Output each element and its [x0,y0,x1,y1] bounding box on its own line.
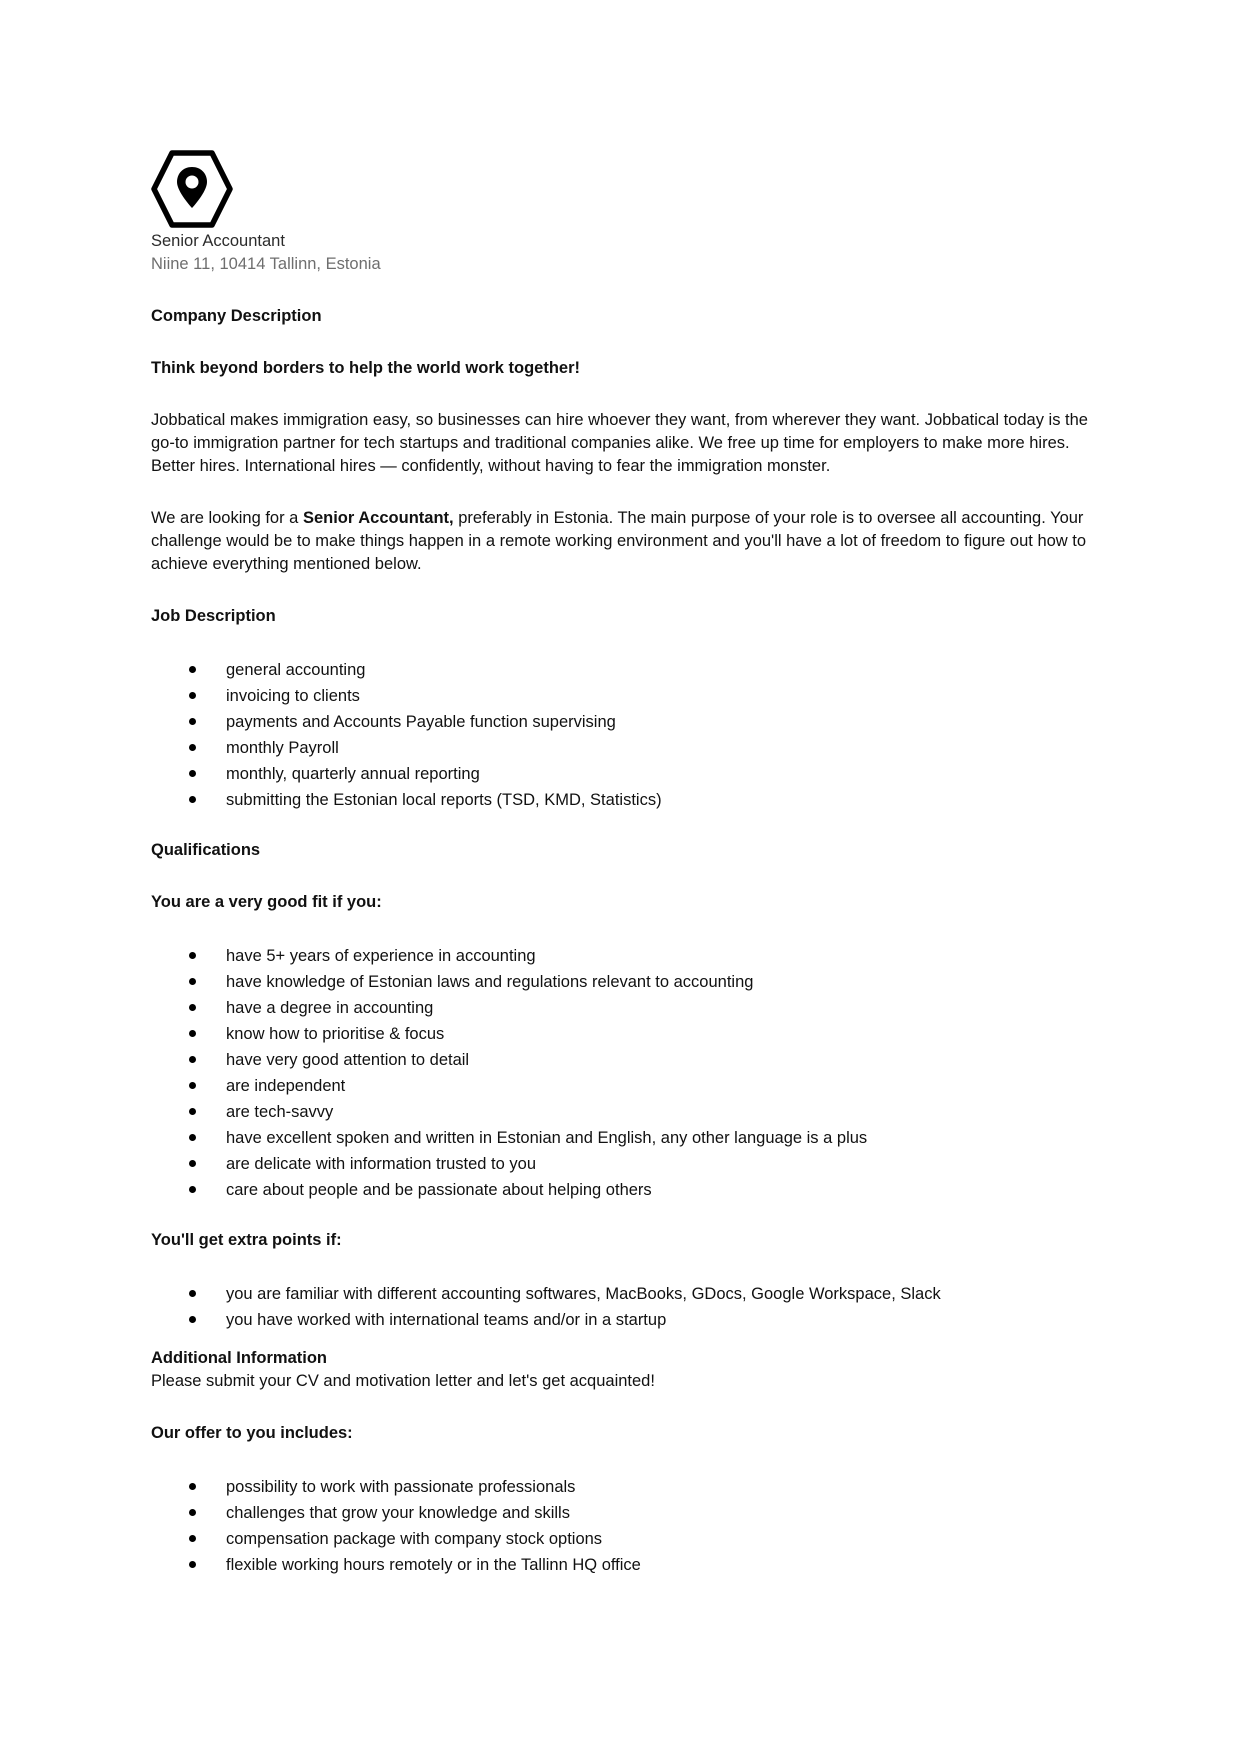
list-item-text: have 5+ years of experience in accounting [226,947,536,965]
list-item-text: invoicing to clients [226,687,360,705]
list-item-text: have very good attention to detail [226,1051,470,1069]
bullet-icon [189,1186,196,1193]
list-item [151,1177,1096,1203]
list-item-text: challenges that grow your knowledge and skills [226,1504,570,1522]
list-item [151,761,1096,787]
list-item [151,709,1096,735]
list-item-text: you are familiar with different accounting softwares, MacBooks, GDocs, Google Workspace, Slack [226,1285,941,1303]
list-item [151,1552,1096,1578]
bullet-icon [189,1483,196,1490]
company-paragraph: Jobbatical makes immigration easy, so businesses can hire whoever they want, from wherever they want. Jobbatical today is the go-to immigration partner for tech startups and traditional companies alike. We free up time for employers to make more hires. Better hires. International hires — confidently, without having to fear the immigration monster. [151,411,1088,475]
bullet-icon [189,1082,196,1089]
bullet-icon [189,952,196,959]
list-item [151,683,1096,709]
list-item [151,1307,1096,1333]
extra-points-list [151,1281,1096,1333]
bullet-icon [189,666,196,673]
list-item [151,735,1096,761]
bullet-icon [189,770,196,777]
list-item [151,995,1096,1021]
list-item-text: are independent [226,1077,346,1095]
bullet-icon [189,1160,196,1167]
list-item-text: have knowledge of Estonian laws and regulations relevant to accounting [226,973,754,991]
bullet-icon [189,1509,196,1516]
list-item-text: have a degree in accounting [226,999,434,1017]
list-item-text: care about people and be passionate about helping others [226,1181,652,1199]
job-posting-document [151,150,1096,1578]
list-item [151,1281,1096,1307]
list-item [151,1047,1096,1073]
hexagon-location-pin-icon [151,150,233,228]
job-description-list [151,657,1096,813]
bullet-icon [189,1316,196,1323]
bullet-icon [189,1134,196,1141]
bullet-icon [189,978,196,985]
list-item [151,1151,1096,1177]
offer-list [151,1474,1096,1578]
list-item-text: are delicate with information trusted to you [226,1155,536,1173]
role-paragraph-details: preferably in Estonia. The main purpose of your role is to oversee all accounting. Your challenge would be to make things happen in a remote working environment and you'll have a lot of freedom to figure out how to achieve everything mentioned below. [151,509,1087,573]
list-item-text: are tech-savvy [226,1103,334,1121]
list-item [151,1073,1096,1099]
additional-information-heading: Additional Information [151,1349,327,1367]
job-address: Niine 11, 10414 Tallinn, Estonia [151,255,381,273]
bullet-icon [189,796,196,803]
job-title: Senior Accountant [151,232,285,250]
list-item-text: submitting the Estonian local reports (TSD, KMD, Statistics) [226,791,662,809]
list-item [151,787,1096,813]
company-tagline: Think beyond borders to help the world work together! [151,359,581,377]
qualifications-heading: Qualifications [151,841,261,859]
bullet-icon [189,1108,196,1115]
bullet-icon [189,1535,196,1542]
list-item [151,1125,1096,1151]
additional-information-text: Please submit your CV and motivation letter and let's get acquainted! [151,1372,655,1390]
list-item-text: know how to prioritise & focus [226,1025,445,1043]
role-paragraph-intro: We are looking for a [151,509,303,527]
qualifications-list [151,943,1096,1203]
list-item [151,1526,1096,1552]
offer-heading: Our offer to you includes: [151,1424,353,1442]
role-paragraph-title: Senior Accountant, [302,509,454,527]
list-item-text: monthly, quarterly annual reporting [226,765,480,783]
good-fit-heading: You are a very good fit if you: [151,893,382,911]
bullet-icon [189,1004,196,1011]
list-item [151,943,1096,969]
extra-points-heading: You'll get extra points if: [151,1231,342,1249]
list-item-text: monthly Payroll [226,739,339,757]
list-item [151,657,1096,683]
role-paragraph [151,507,1096,576]
list-item-text: flexible working hours remotely or in the Tallinn HQ office [226,1556,641,1574]
list-item [151,1500,1096,1526]
list-item-text: general accounting [226,661,366,679]
list-item-text: have excellent spoken and written in Estonian and English, any other language is a plus [226,1129,868,1147]
bullet-icon [189,744,196,751]
job-description-heading: Job Description [151,607,276,625]
bullet-icon [189,1290,196,1297]
list-item [151,1474,1096,1500]
bullet-icon [189,692,196,699]
bullet-icon [189,1561,196,1568]
list-item [151,969,1096,995]
list-item-text: possibility to work with passionate professionals [226,1478,576,1496]
bullet-icon [189,1056,196,1063]
list-item-text: you have worked with international teams and/or in a startup [226,1311,667,1329]
list-item [151,1021,1096,1047]
list-item-text: payments and Accounts Payable function supervising [226,713,616,731]
company-description-heading: Company Description [151,307,322,325]
bullet-icon [189,1030,196,1037]
list-item [151,1099,1096,1125]
bullet-icon [189,718,196,725]
list-item-text: compensation package with company stock options [226,1530,603,1548]
